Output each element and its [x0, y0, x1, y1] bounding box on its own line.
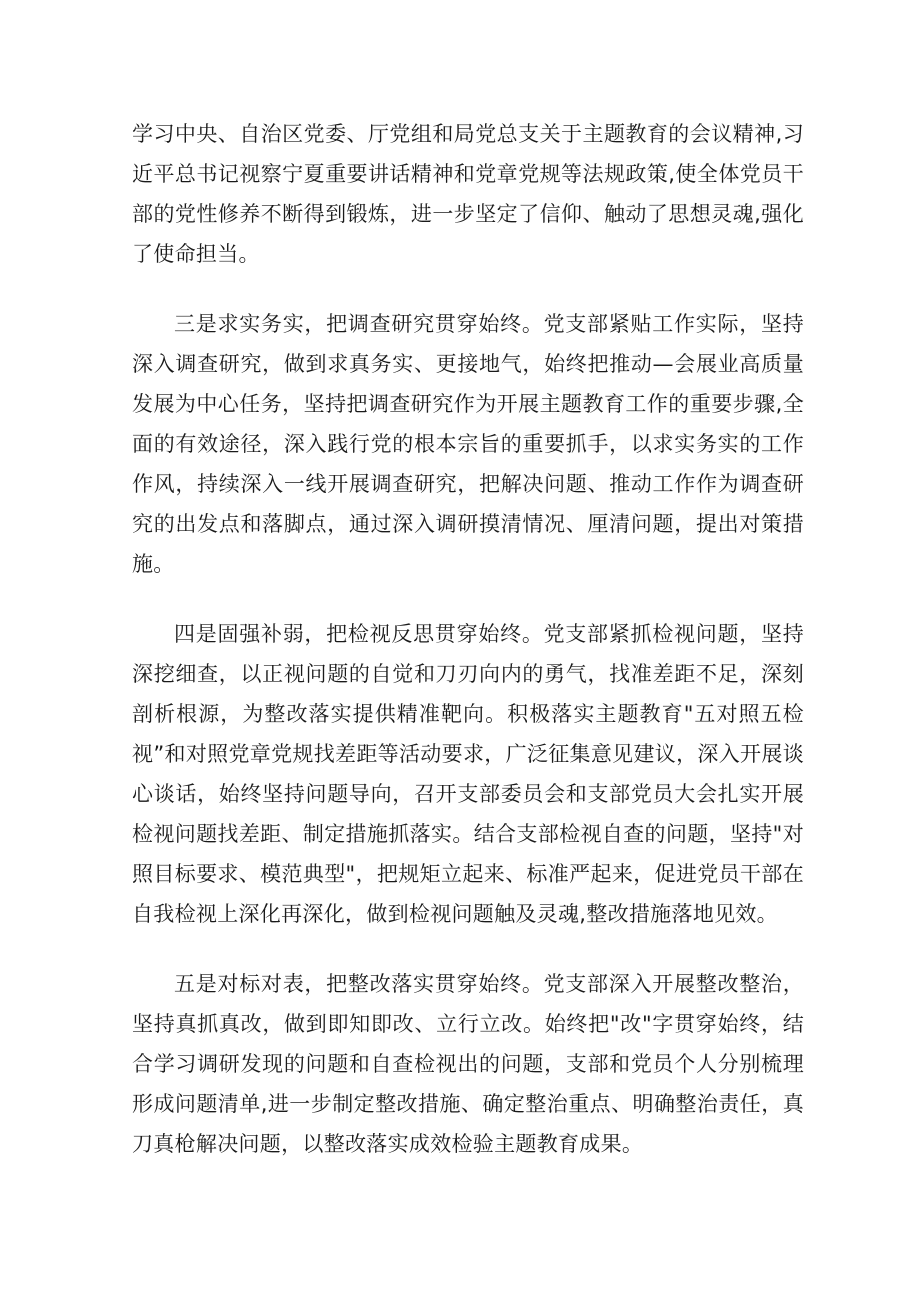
paragraph-spacer — [132, 274, 804, 304]
paragraph-fourth-point: 四是固强补弱，把检视反思贯穿始终。党支部紧抓检视问题，坚持深挖细查，以正视问题的自觉和刀刃向内的勇气，找准差距不足，深刻剖析根源，为整改落实提供精准靶向。积极落实主题教育"五对照五检视”和对照党章党规找差距等活动要求，广泛征集意见建议，深入开展谈心谈话，始终坚持问题导向，召开支部委员会和支部党员大会扎实开展检视问题找差距、制定措施抓落实。结合支部检视自查的问题，坚持"对照目标要求、模范典型"，把规矩立起来、标准严起来，促进党员干部在自我检视上深化再深化，做到检视问题触及灵魂,整改措施落地见效。 — [132, 622, 804, 926]
paragraph-third-point: 三是求实务实，把调查研究贯穿始终。党支部紧贴工作实际，坚持深入调查研究，做到求真务实、更接地气，始终把推动—会展业高质量发展为中心任务，坚持把调查研究作为开展主题教育工作的重要步骤,全面的有效途径，深入践行党的根本宗旨的重要抓手，以求实务实的工作作风，持续深入一线开展调查研究，把解决问题、推动工作作为调查研究的出发点和落脚点，通过深入调研摸清情况、厘清问题，提出对策措施。 — [132, 312, 804, 576]
paragraph-continuation: 学习中央、自治区党委、厅党组和局党总支关于主题教育的会议精神,习近平总书记视察宁夏重要讲话精神和党章党规等法规政策,使全体党员干部的党性修养不断得到锻炼，进一步坚定了信仰、触动了思想灵魂,强化了使命担当。 — [132, 122, 804, 266]
paragraph-fifth-point: 五是对标对表，把整改落实贯穿始终。党支部深入开展整改整治，坚持真抓真改，做到即知即改、立行立改。始终把"改"字贯穿始终，结合学习调研发现的问题和自查检视出的问题，支部和党员个人分别梳理形成问题清单,进一步制定整改措施、确定整治重点、明确整治责任，真刀真枪解决问题，以整改落实成效检验主题教育成果。 — [132, 972, 804, 1156]
paragraph-spacer — [132, 934, 804, 964]
document-body — [132, 114, 804, 1164]
paragraph-spacer — [132, 584, 804, 614]
